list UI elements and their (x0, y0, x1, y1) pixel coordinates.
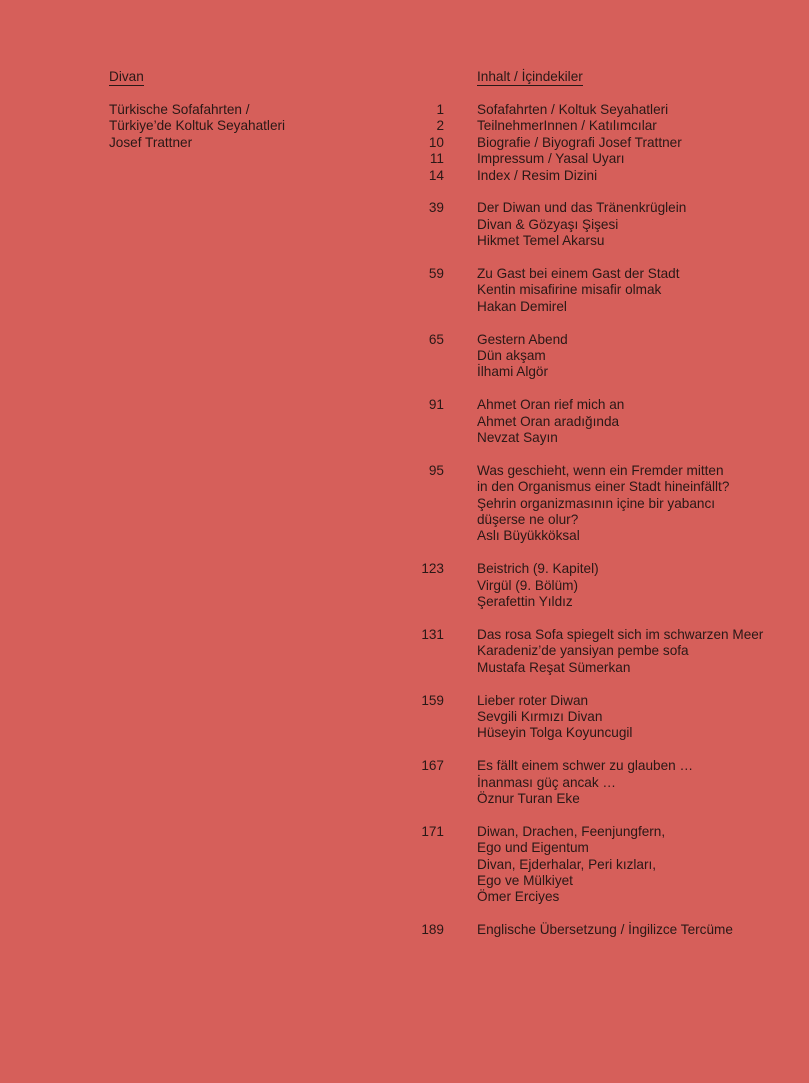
entry-line: Ahmet Oran aradığında (477, 413, 620, 429)
toc-entry (405, 561, 785, 610)
toc-title: Biografie / Biyografi Josef Trattner (477, 134, 682, 150)
toc-entry (405, 200, 785, 249)
entry-line: Ego ve Mülkiyet (477, 872, 573, 888)
page-number: 11 (429, 151, 444, 167)
entry-line: düşerse ne olur? (477, 512, 579, 528)
entry-line: Hikmet Temel Akarsu (477, 233, 605, 249)
entry-line: Diwan, Drachen, Feenjungfern, (477, 823, 666, 839)
entry-line: Es fällt einem schwer zu glauben … (477, 758, 694, 774)
page-number: 59 (428, 266, 444, 282)
left-line: Josef Trattner (109, 134, 193, 150)
page-number: 2 (436, 118, 444, 134)
entry-line: Lieber roter Diwan (477, 692, 589, 708)
entry-line: Şerafettin Yıldız (477, 594, 573, 610)
entry-line: in den Organismus einer Stadt hineinfällt? (477, 479, 730, 495)
toc-entry (405, 266, 785, 315)
toc-entry (405, 824, 785, 906)
page-number: 14 (428, 167, 444, 183)
front-matter-group (405, 102, 785, 184)
page-number: 10 (428, 134, 444, 150)
entry-lines (477, 397, 624, 446)
entry-lines (477, 463, 729, 545)
entry-line: Ömer Erciyes (477, 889, 560, 905)
toc-title: Impressum / Yasal Uyarı (477, 151, 625, 167)
toc-title: TeilnehmerInnen / Katılımcılar (477, 118, 657, 134)
toc-heading: Inhalt / İçindekiler (477, 69, 583, 86)
entry-line: Sevgili Kırmızı Divan (477, 708, 603, 724)
entry-line: Kentin misafirine misafir olmak (477, 282, 662, 298)
entry-line: Englische Übersetzung / İngilizce Tercüme (477, 922, 733, 938)
entry-line: İnanması güç ancak … (477, 774, 617, 790)
entry-line: Was geschieht, wenn ein Fremder mitten (477, 462, 724, 478)
entry-lines (477, 200, 686, 249)
toc-row (405, 151, 785, 167)
entry-line: Das rosa Sofa spiegelt sich im schwarzen Meer (477, 626, 764, 642)
left-line: Türkische Sofafahrten / (109, 102, 250, 117)
entry-line: Karadeniz’de yansiyan pembe sofa (477, 643, 689, 659)
entry-line: Beistrich (9. Kapitel) (477, 561, 599, 577)
entry-line: Şehrin organizmasının içine bir yabancı (477, 495, 716, 511)
toc-entry (405, 397, 785, 446)
entry-line: Ahmet Oran rief mich an (477, 397, 625, 413)
toc-row (405, 118, 785, 134)
table-of-contents (405, 102, 785, 955)
page-number: 1 (436, 102, 444, 117)
entry-line: Gestern Abend (477, 331, 568, 347)
entry-lines (477, 266, 680, 315)
entry-line: Virgül (9. Bölüm) (477, 577, 578, 593)
page-number: 65 (428, 331, 444, 347)
entry-line: Ego und Eigentum (477, 840, 589, 856)
entry-lines (477, 693, 632, 742)
toc-entry (405, 332, 785, 381)
entry-line: Divan, Ejderhalar, Peri kızları, (477, 856, 657, 872)
entry-line: Nevzat Sayın (477, 430, 558, 446)
toc-entry (405, 922, 785, 938)
page-number: 159 (421, 692, 444, 708)
toc-entry (405, 758, 785, 807)
toc-entry (405, 627, 785, 676)
entry-line: Hakan Demirel (477, 298, 567, 314)
left-line: Türkiye’de Koltuk Seyahatleri (109, 118, 286, 134)
entry-line: İlhami Algör (477, 364, 549, 380)
entry-line: Divan & Gözyaşı Şişesi (477, 216, 619, 232)
page-number: 131 (421, 626, 444, 642)
page-number: 95 (428, 462, 444, 478)
page-number: 123 (421, 561, 444, 577)
toc-entry (405, 693, 785, 742)
left-column (109, 102, 409, 151)
entry-lines (477, 561, 599, 610)
entry-lines (477, 922, 733, 938)
entry-line: Dün akşam (477, 348, 546, 364)
entry-line: Mustafa Reşat Sümerkan (477, 659, 631, 675)
toc-row (405, 102, 785, 118)
entry-lines (477, 332, 568, 381)
toc-title: Index / Resim Dizini (477, 167, 598, 183)
entry-line: Der Diwan und das Tränenkrüglein (477, 200, 687, 216)
page-number: 91 (428, 397, 444, 413)
entry-line: Öznur Turan Eke (477, 790, 580, 806)
entry-lines (477, 824, 665, 906)
page-number: 39 (428, 200, 444, 216)
page-number: 171 (421, 823, 444, 839)
toc-title: Sofafahrten / Koltuk Seyahatleri (477, 102, 669, 117)
entry-line: Zu Gast bei einem Gast der Stadt (477, 266, 680, 282)
toc-row (405, 135, 785, 151)
entry-lines (477, 627, 763, 676)
toc-row (405, 168, 785, 184)
toc-entry (405, 463, 785, 545)
left-heading: Divan (109, 69, 144, 86)
entry-line: Hüseyin Tolga Koyuncugil (477, 725, 633, 741)
entry-lines (477, 758, 693, 807)
page-number: 189 (421, 922, 444, 938)
page-number: 167 (421, 758, 444, 774)
toc-entries (405, 200, 785, 938)
entry-line: Aslı Büyükköksal (477, 528, 580, 544)
